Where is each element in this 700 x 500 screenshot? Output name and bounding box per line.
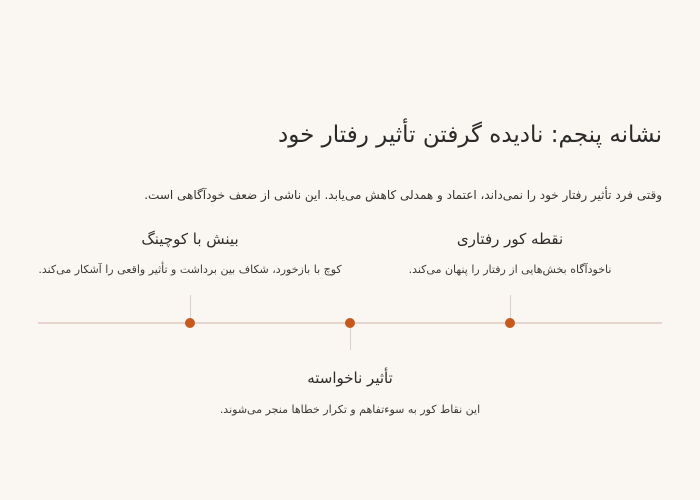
timeline-event-description: ناخودآگاه بخش‌هایی از رفتار را پنهان می‌کند. [408, 263, 612, 276]
timeline-event-title: بینش با کوچینگ [141, 230, 239, 248]
timeline-dot [345, 318, 355, 328]
timeline-event-description: کوچ با بازخورد، شکاف بین برداشت و تأثیر واقعی را آشکار می‌کند. [38, 263, 342, 276]
timeline-dot [185, 318, 195, 328]
timeline-event-description: این نقاط کور به سوءتفاهم و تکرار خطاها منجر می‌شوند. [219, 403, 481, 416]
page-subtitle: وقتی فرد تأثیر رفتار خود را نمی‌داند، اعتماد و همدلی کاهش می‌یابد. این ناشی از ضعف خودآگاهی است. [144, 188, 662, 202]
timeline-dot [505, 318, 515, 328]
timeline-event-title: تأثیر ناخواسته [307, 369, 393, 387]
page-title: نشانه پنجم: نادیده گرفتن تأثیر رفتار خود [278, 122, 662, 148]
timeline-event-title: نقطه کور رفتاری [456, 230, 564, 248]
